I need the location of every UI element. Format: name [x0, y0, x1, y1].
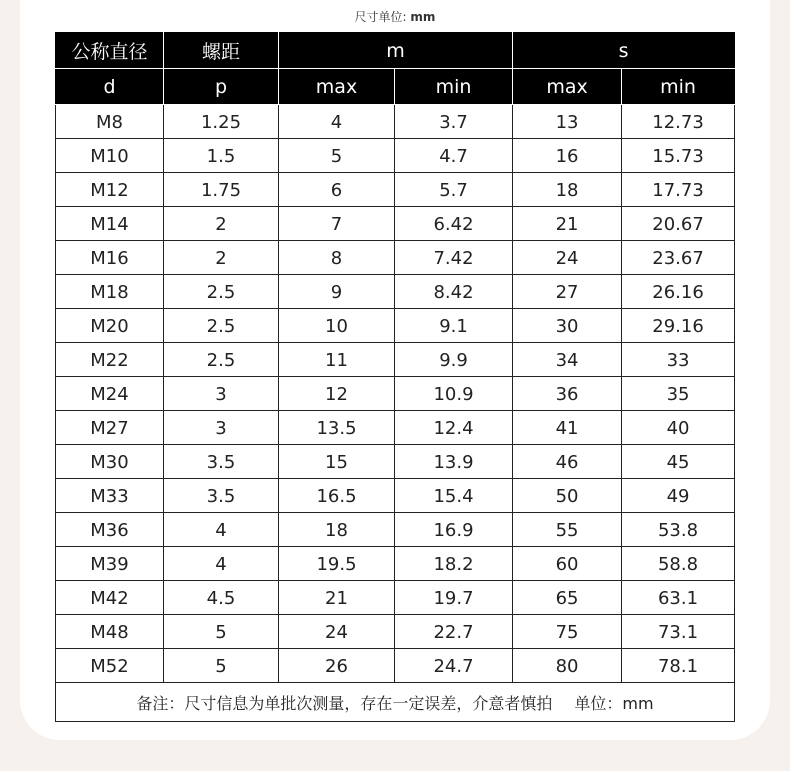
cell-m-max: 6 — [279, 173, 395, 207]
header-row-2 — [56, 69, 735, 105]
cell-s-max: 24 — [513, 241, 622, 275]
table-row — [56, 581, 735, 615]
cell-d: M48 — [56, 615, 164, 649]
cell-p: 1.75 — [164, 173, 279, 207]
table-row — [56, 649, 735, 683]
cell-m-min: 9.1 — [395, 309, 513, 343]
cell-m-max: 10 — [279, 309, 395, 343]
cell-s-max: 75 — [513, 615, 622, 649]
table-row — [56, 343, 735, 377]
cell-m-max: 24 — [279, 615, 395, 649]
cell-s-max: 80 — [513, 649, 622, 683]
cell-s-min: 63.1 — [622, 581, 735, 615]
cell-s-min: 73.1 — [622, 615, 735, 649]
cell-s-min: 58.8 — [622, 547, 735, 581]
cell-s-max: 60 — [513, 547, 622, 581]
table-row — [56, 445, 735, 479]
header-m: m — [279, 33, 513, 69]
cell-m-min: 10.9 — [395, 377, 513, 411]
cell-m-min: 13.9 — [395, 445, 513, 479]
cell-s-min: 26.16 — [622, 275, 735, 309]
cell-s-max: 18 — [513, 173, 622, 207]
cell-m-max: 12 — [279, 377, 395, 411]
cell-p: 2.5 — [164, 309, 279, 343]
cell-s-max: 34 — [513, 343, 622, 377]
cell-d: M24 — [56, 377, 164, 411]
table-row — [56, 547, 735, 581]
cell-s-max: 13 — [513, 105, 622, 139]
cell-d: M22 — [56, 343, 164, 377]
header-s-min: min — [622, 69, 735, 105]
unit-caption — [0, 8, 790, 25]
table-row — [56, 513, 735, 547]
cell-p: 4 — [164, 547, 279, 581]
cell-m-min: 8.42 — [395, 275, 513, 309]
cell-d: M8 — [56, 105, 164, 139]
footer-note: 备注：尺寸信息为单批次测量，存在一定误差，介意者慎拍 — [136, 693, 553, 713]
cell-s-max: 55 — [513, 513, 622, 547]
cell-p: 1.25 — [164, 105, 279, 139]
cell-m-max: 4 — [279, 105, 395, 139]
table-header — [56, 33, 735, 105]
cell-d: M14 — [56, 207, 164, 241]
cell-s-min: 17.73 — [622, 173, 735, 207]
cell-m-max: 9 — [279, 275, 395, 309]
table-row — [56, 241, 735, 275]
cell-d: M16 — [56, 241, 164, 275]
table-footer — [56, 683, 735, 722]
table-row — [56, 479, 735, 513]
cell-p: 1.5 — [164, 139, 279, 173]
cell-d: M20 — [56, 309, 164, 343]
cell-p: 5 — [164, 615, 279, 649]
table-row — [56, 105, 735, 139]
table-row — [56, 377, 735, 411]
header-d: d — [56, 69, 164, 105]
cell-p: 2 — [164, 241, 279, 275]
cell-s-min: 78.1 — [622, 649, 735, 683]
cell-s-min: 15.73 — [622, 139, 735, 173]
cell-s-min: 20.67 — [622, 207, 735, 241]
cell-s-max: 41 — [513, 411, 622, 445]
cell-s-min: 40 — [622, 411, 735, 445]
cell-p: 2.5 — [164, 275, 279, 309]
cell-d: M42 — [56, 581, 164, 615]
cell-s-max: 30 — [513, 309, 622, 343]
cell-m-min: 3.7 — [395, 105, 513, 139]
cell-d: M33 — [56, 479, 164, 513]
cell-s-min: 12.73 — [622, 105, 735, 139]
cell-m-max: 5 — [279, 139, 395, 173]
cell-m-min: 4.7 — [395, 139, 513, 173]
cell-d: M52 — [56, 649, 164, 683]
cell-m-min: 15.4 — [395, 479, 513, 513]
cell-s-min: 45 — [622, 445, 735, 479]
cell-m-max: 11 — [279, 343, 395, 377]
cell-d: M30 — [56, 445, 164, 479]
header-nominal-diameter: 公称直径 — [56, 33, 164, 69]
cell-m-max: 21 — [279, 581, 395, 615]
cell-p: 3.5 — [164, 479, 279, 513]
cell-p: 4 — [164, 513, 279, 547]
header-s: s — [513, 33, 735, 69]
cell-m-min: 9.9 — [395, 343, 513, 377]
footer-unit: 单位：mm — [574, 693, 654, 713]
header-s-max: max — [513, 69, 622, 105]
table-row — [56, 207, 735, 241]
cell-p: 3.5 — [164, 445, 279, 479]
cell-m-min: 5.7 — [395, 173, 513, 207]
header-row-1 — [56, 33, 735, 69]
cell-s-min: 23.67 — [622, 241, 735, 275]
cell-d: M12 — [56, 173, 164, 207]
cell-s-max: 36 — [513, 377, 622, 411]
cell-p: 2 — [164, 207, 279, 241]
cell-m-max: 13.5 — [279, 411, 395, 445]
cell-s-max: 27 — [513, 275, 622, 309]
cell-m-min: 6.42 — [395, 207, 513, 241]
cell-m-max: 18 — [279, 513, 395, 547]
cell-p: 2.5 — [164, 343, 279, 377]
table-row — [56, 411, 735, 445]
header-pitch: 螺距 — [164, 33, 279, 69]
unit-caption-label: 尺寸单位: — [354, 10, 407, 24]
cell-m-min: 16.9 — [395, 513, 513, 547]
cell-s-min: 53.8 — [622, 513, 735, 547]
cell-d: M39 — [56, 547, 164, 581]
cell-p: 5 — [164, 649, 279, 683]
table-row — [56, 309, 735, 343]
cell-m-min: 18.2 — [395, 547, 513, 581]
cell-m-max: 7 — [279, 207, 395, 241]
cell-s-min: 29.16 — [622, 309, 735, 343]
nut-size-table — [55, 32, 735, 722]
header-m-max: max — [279, 69, 395, 105]
footer-note-cell — [56, 683, 735, 722]
cell-s-min: 49 — [622, 479, 735, 513]
cell-d: M10 — [56, 139, 164, 173]
cell-m-min: 12.4 — [395, 411, 513, 445]
cell-d: M27 — [56, 411, 164, 445]
cell-p: 3 — [164, 411, 279, 445]
cell-s-max: 16 — [513, 139, 622, 173]
footer-row — [56, 683, 735, 722]
header-p: p — [164, 69, 279, 105]
table-body — [56, 105, 735, 683]
cell-p: 4.5 — [164, 581, 279, 615]
cell-d: M36 — [56, 513, 164, 547]
cell-m-max: 26 — [279, 649, 395, 683]
cell-s-max: 50 — [513, 479, 622, 513]
table-row — [56, 173, 735, 207]
unit-caption-value: mm — [410, 10, 436, 24]
table-row — [56, 139, 735, 173]
cell-s-min: 33 — [622, 343, 735, 377]
cell-m-min: 24.7 — [395, 649, 513, 683]
cell-m-min: 19.7 — [395, 581, 513, 615]
table-row — [56, 615, 735, 649]
cell-m-max: 16.5 — [279, 479, 395, 513]
cell-s-max: 65 — [513, 581, 622, 615]
table-row — [56, 275, 735, 309]
cell-m-max: 8 — [279, 241, 395, 275]
cell-s-max: 46 — [513, 445, 622, 479]
cell-d: M18 — [56, 275, 164, 309]
cell-s-max: 21 — [513, 207, 622, 241]
cell-p: 3 — [164, 377, 279, 411]
cell-m-max: 15 — [279, 445, 395, 479]
cell-m-min: 7.42 — [395, 241, 513, 275]
cell-s-min: 35 — [622, 377, 735, 411]
cell-m-min: 22.7 — [395, 615, 513, 649]
header-m-min: min — [395, 69, 513, 105]
cell-m-max: 19.5 — [279, 547, 395, 581]
